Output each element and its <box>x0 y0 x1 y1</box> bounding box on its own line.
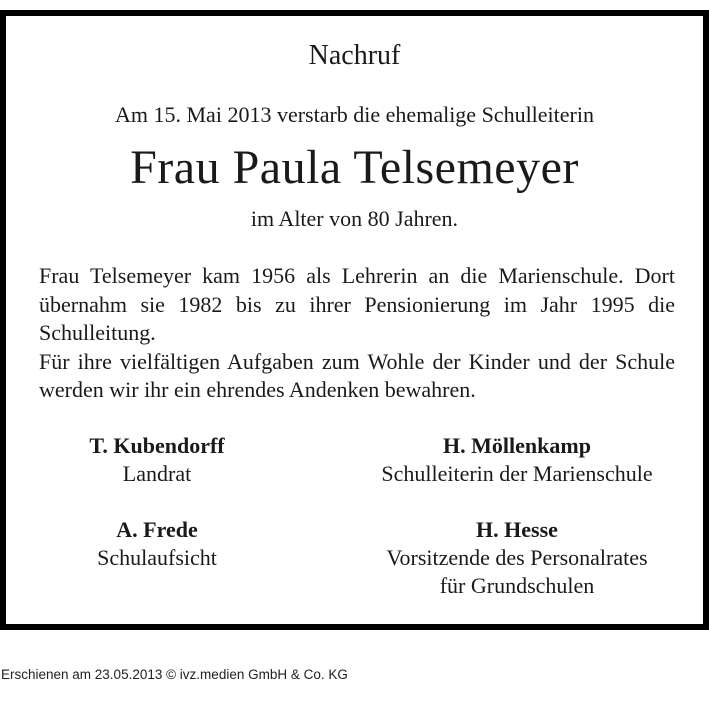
signatory-name: H. Möllenkamp <box>443 433 591 458</box>
signatory-2 <box>352 432 682 488</box>
signatory-role: Landrat <box>122 461 192 486</box>
notice-body <box>39 262 675 405</box>
signatory-1 <box>47 432 267 488</box>
signatory-3 <box>47 516 267 572</box>
obituary-frame <box>0 10 709 630</box>
notice-title: Nachruf <box>308 40 401 71</box>
signatory-role: Schulleiterin der Marienschule <box>381 461 653 486</box>
signatory-name: A. Frede <box>116 517 198 542</box>
signatory-role: Vorsitzende des Personalrates <box>386 545 648 570</box>
deceased-name: Frau Paula Telsemeyer <box>130 141 579 194</box>
signatory-role-line-2: für Grundschulen <box>439 573 595 598</box>
signatory-name: H. Hesse <box>476 517 558 542</box>
signatory-role: Schulaufsicht <box>97 545 217 570</box>
publication-footer: Erschienen am 23.05.2013 © ivz.medien GmbH & Co. KG <box>1 667 348 682</box>
notice-intro: Am 15. Mai 2013 verstarb die ehemalige Schulleiterin <box>115 102 594 127</box>
notice-paragraph-2: Für ihre vielfältigen Aufgaben zum Wohle der Kinder und der Schule werden wir ihr ein ehrendes Andenken bewahren. <box>39 348 675 402</box>
signatory-4 <box>352 516 682 600</box>
signatory-name: T. Kubendorff <box>89 433 225 458</box>
notice-paragraph-1: Frau Telsemeyer kam 1956 als Lehrerin an die Marienschule. Dort übernahm sie 1982 bis zu ihrer Pensionierung im Jahr 1995 die Schulleitung. <box>39 263 675 345</box>
deceased-age: im Alter von 80 Jahren. <box>250 206 459 231</box>
